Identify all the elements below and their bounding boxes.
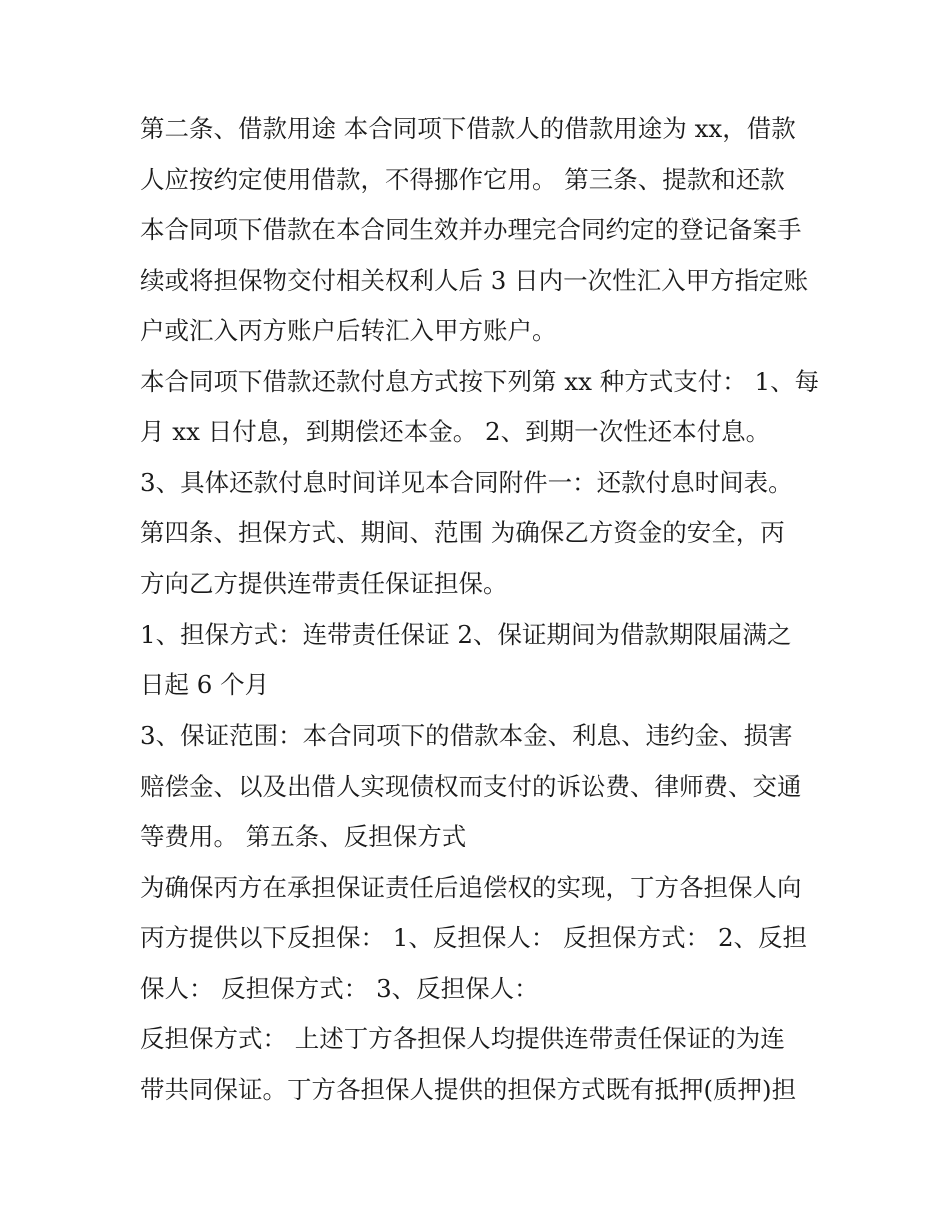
text-line: 第四条、担保方式、期间、范围 为确保乙方资金的安全，丙	[140, 518, 785, 547]
text-line: 日起 6 个月	[140, 670, 270, 699]
text-line: 保人： 反担保方式： 3、反担保人：	[140, 974, 539, 1003]
text-line: 赔偿金、以及出借人实现债权而支付的诉讼费、律师费、交通	[140, 772, 802, 801]
text-line: 反担保方式： 上述丁方各担保人均提供连带责任保证的为连	[140, 1024, 785, 1053]
text-line: 为确保丙方在承担保证责任后追偿权的实现，丁方各担保人向	[140, 873, 802, 902]
text-line: 3、保证范围：本合同项下的借款本金、利息、违约金、损害	[140, 721, 793, 750]
text-line: 3、具体还款付息时间详见本合同附件一：还款付息时间表。	[140, 468, 793, 497]
text-line: 丙方提供以下反担保： 1、反担保人： 反担保方式： 2、反担	[140, 923, 808, 952]
text-line: 续或将担保物交付相关权利人后 3 日内一次性汇入甲方指定账	[140, 266, 809, 295]
text-line: 带共同保证。丁方各担保人提供的担保方式既有抵押(质押)担	[140, 1075, 797, 1104]
text-line: 户或汇入丙方账户后转汇入甲方账户。	[140, 316, 557, 345]
text-line: 本合同项下借款在本合同生效并办理完合同约定的登记备案手	[140, 215, 802, 244]
text-line: 方向乙方提供连带责任保证担保。	[140, 569, 508, 598]
text-line: 第二条、借款用途 本合同项下借款人的借款用途为 xx，借款	[140, 114, 796, 143]
text-line: 人应按约定使用借款，不得挪作它用。 第三条、提款和还款	[140, 165, 785, 194]
text-line: 月 xx 日付息，到期偿还本金。 2、到期一次性还本付息。	[140, 417, 771, 446]
text-line: 等费用。 第五条、反担保方式	[140, 822, 467, 851]
text-line: 1、担保方式：连带责任保证 2、保证期间为借款期限届满之	[140, 620, 792, 649]
text-line: 本合同项下借款还款付息方式按下列第 xx 种方式支付： 1、每	[140, 367, 820, 396]
